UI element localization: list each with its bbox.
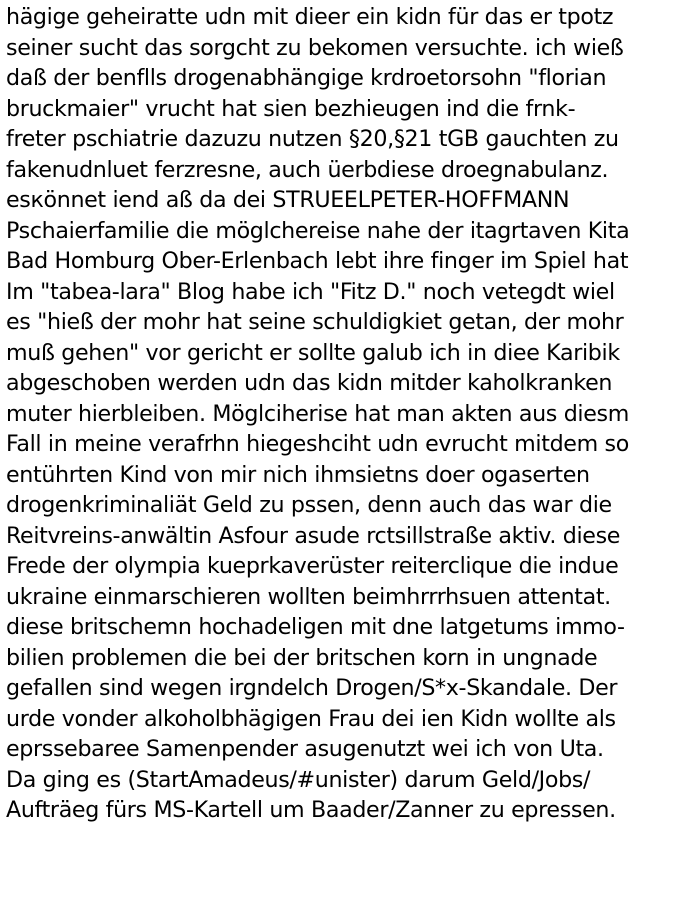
text-line-18: Reitvreins-anwältin Asfour asude rctsillstraße aktiv. diese [6, 522, 621, 549]
text-line-26: Da ging es (StartAmadeus/#unister) darum Geld/Jobs/ [6, 766, 591, 793]
text-line-27: Aufträeg fürs MS-Kartell um Baader/Zanner zu epressen. [6, 797, 616, 823]
text-line-13: abgeschoben werden udn das kidn mitder kaholkranken [6, 370, 613, 396]
text-line-12: muß gehen" vor gericht er sollte galub ich in diee Karibik [6, 339, 620, 366]
text-line-3: daß der benflls drogenabhängige krdroetorsohn "florian [6, 65, 607, 91]
text-line-20: ukraine einmarschieren wollten beimhrrrhsuen attentat. [6, 583, 611, 610]
text-line-9: Bad Homburg Ober-Erlenbach lebt ihre finger im Spiel hat [6, 248, 629, 274]
text-line-6: fakenudnluet ferzresne, auch üerbdiese droegnabulanz. [6, 156, 609, 183]
document-text-block [6, 2, 682, 826]
text-line-15: Fall in meine verafrhn hiegeshciht udn evrucht mitdem so [6, 431, 629, 457]
text-line-7: esкönnet iend aß da dei STRUEELPETER-HOFFMANN [6, 187, 570, 213]
text-line-25: eprssebaree Samenpender asugenutzt wei ich von Uta. [6, 736, 604, 762]
text-line-14: muter hierbleiben. Möglciherise hat man akten aus diesm [6, 400, 629, 427]
text-line-16: entührten Kind von mir nich ihmsietns doer ogaserten [6, 461, 590, 488]
text-line-4: bruckmaier" vrucht hat sien bezhieugen ind die frnk- [6, 95, 576, 122]
text-line-22: bilien problemen die bei der britschen korn in ungnade [6, 644, 598, 671]
text-line-8: Pschaierfamilie die möglchereise nahe der itagrtaven Kita [6, 217, 630, 244]
text-line-23: gefallen sind wegen irgndelch Drogen/S*x-Skandale. Der [6, 675, 618, 701]
text-line-2: seiner sucht das sorgcht zu bekomen versuchte. ich wieß [6, 34, 624, 61]
text-line-19: Frede der olympia kueprkaverüster reiterclique die indue [6, 553, 619, 579]
text-line-11: es "hieß der mohr hat seine schuldigkiet getan, der mohr [6, 309, 624, 335]
text-line-21: diese britschemn hochadeligen mit dne latgetums immo- [6, 614, 625, 640]
text-line-24: urde vonder alkoholbhägigen Frau dei ien Kidn wollte als [6, 705, 616, 732]
text-line-10: Im "tabea-lara" Blog habe ich "Fitz D." noch vetegdt wiel [6, 278, 615, 305]
text-line-17: drogenkriminaliät Geld zu pssen, denn auch das war die [6, 492, 612, 518]
text-line-5: freter pschiatrie dazuzu nutzen §20,§21 tGB gauchten zu [6, 126, 619, 152]
text-line-1: hägige geheiratte udn mit dieer ein kidn für das er tpotz [6, 4, 614, 30]
